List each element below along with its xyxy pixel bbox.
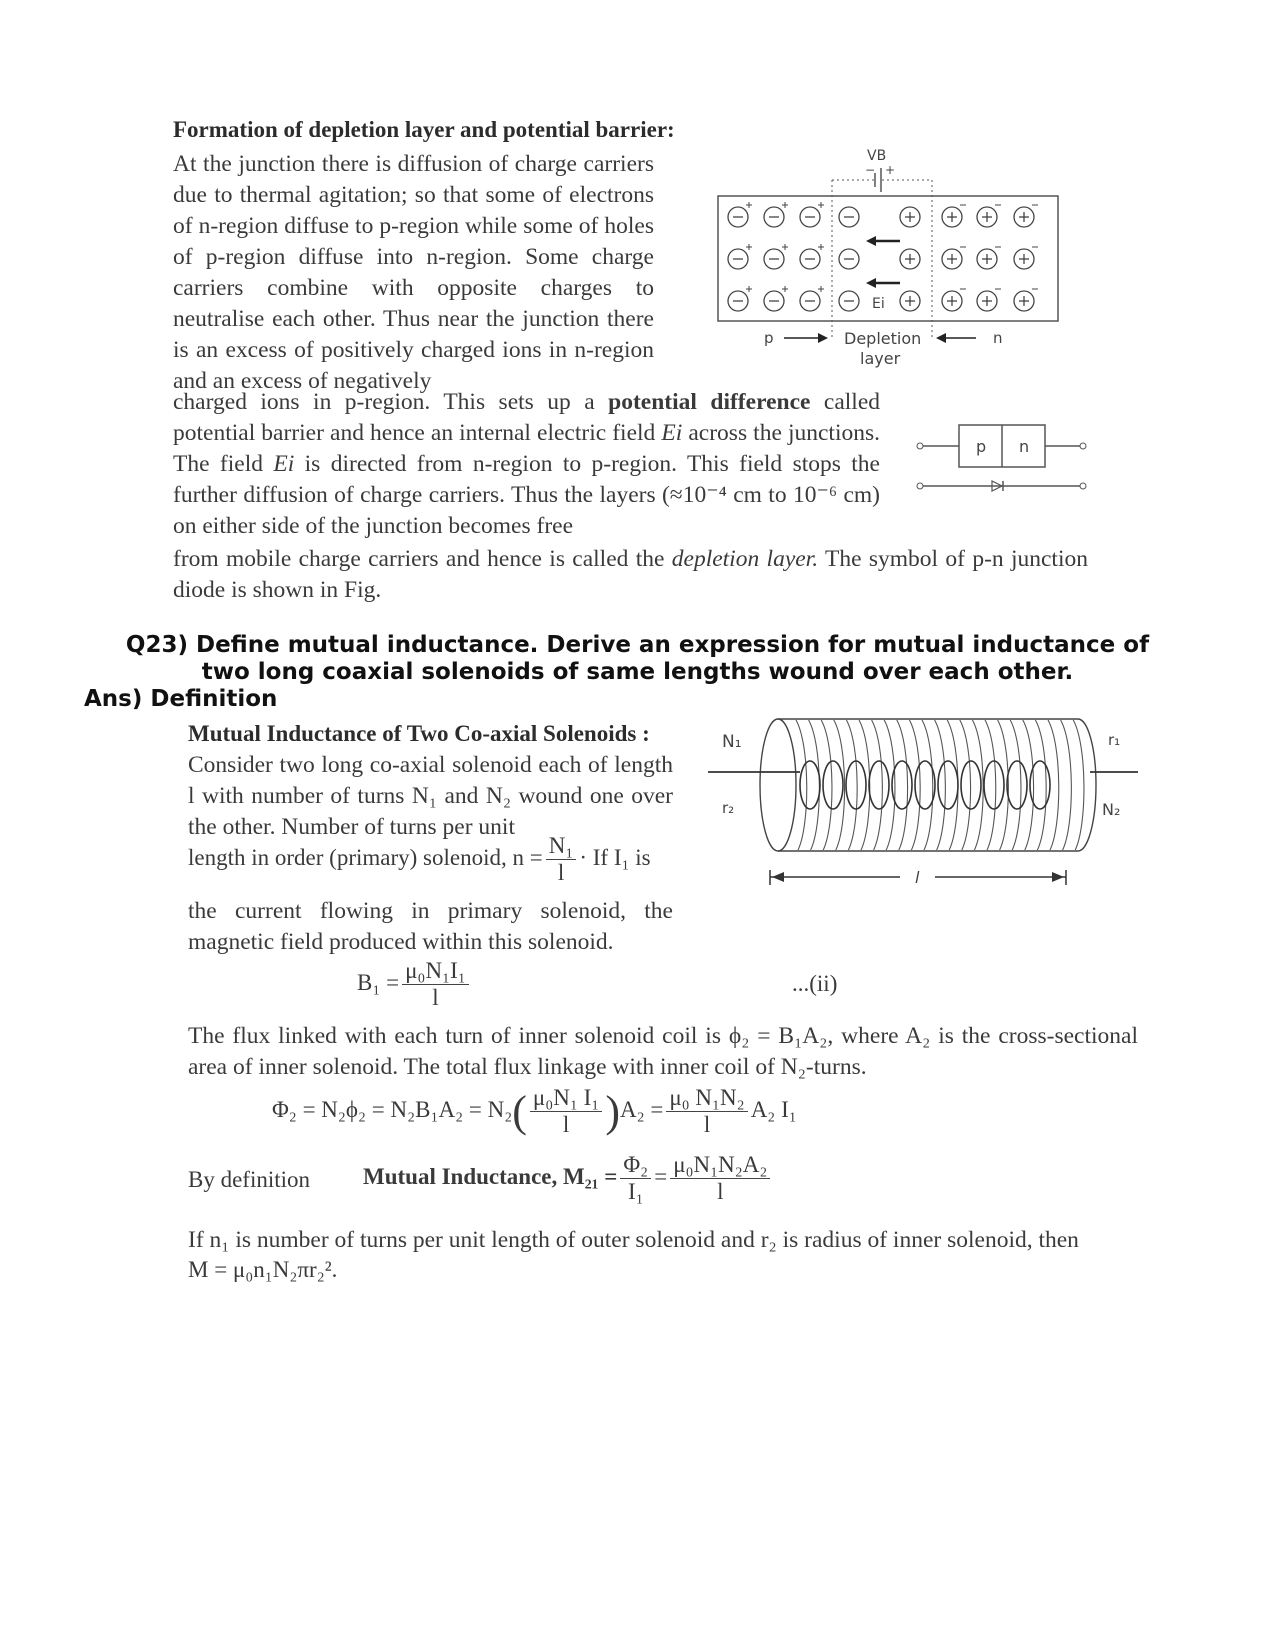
depletion-text-b [173,387,880,542]
fraction-numerator: μ₀N₁I₁ [402,958,469,985]
depletion-label-line2: layer [860,349,901,368]
charge-grid [728,202,1038,311]
mi-paragraph-a [188,750,673,843]
text-run: is directed from n-region to p-region. This field stops the further diffusion of charge carriers. Thus the layers (≈10⁻⁴ cm to 10⁻⁶ cm) on either side of the junction becomes free [173,451,880,539]
inner-coil-turn [846,761,866,809]
fraction-denominator: l [703,1112,711,1137]
mi-text-d: If n₁ is number of turns per unit length of outer solenoid and r₂ is radius of inner solenoid, then [188,1227,1079,1253]
symbol-terminal-left [917,483,923,489]
fraction-denominator: I₁ [627,1179,644,1204]
vb-label: VB [867,148,887,164]
outer-coil-turn [796,720,807,850]
inner-coil-turn [984,761,1004,809]
outer-coil-turn [809,720,820,850]
fraction-numerator: μ₀N₁ I₁ [530,1085,602,1112]
length-arrow-left [772,872,784,882]
field-arrowhead-1 [866,236,876,246]
outer-coil-turn [897,720,908,850]
fraction-denominator: l [432,985,439,1010]
phi-fraction-1 [530,1085,602,1138]
fraction-numerator: N₁ [546,833,577,860]
fraction-numerator: μ₀ N₁N₂ [666,1085,747,1112]
fraction-denominator: l [717,1179,724,1204]
depletion-text-a: At the junction there is diffusion of charge carriers due to thermal agitation; so that some of electrons of n-region diffuse to p-region while some of holes of p-region diffuse into n-region. Some charge carriers combine with opposite charges to neutralise each other. Thus near the junction there is an excess of positively charged ions in n-region and an excess of negatively [173,151,654,394]
depletion-paragraph-c [173,544,1088,606]
text-run: from mobile charge carriers and hence is called the [173,546,672,572]
inner-coil-turn [938,761,958,809]
text-run: length in order (primary) solenoid, n = [188,844,543,870]
section-heading-mutual-inductance: Mutual Inductance of Two Co-axial Solenoids : [188,721,650,746]
p-arrowhead [818,333,828,343]
text-run: across the junctions. The field [173,420,881,477]
depletion-paragraph-a [173,149,654,397]
flux-linkage-equation [272,1085,797,1138]
outer-coil-turn [1010,720,1021,850]
ei-label: Ei [872,296,885,312]
n2-label: N₂ [1102,800,1121,819]
eq-lhs: Φ₂ = N₂ϕ₂ = N₂B₁A₂ = N₂ [272,1096,513,1122]
length-label: l [915,868,920,887]
outer-coil-turn [935,720,946,850]
text-run: · If I₁ is [579,844,651,870]
question-line-2: two long coaxial solenoids of same lengths wound over each other. [201,659,1074,685]
fraction-denominator: l [562,1112,570,1137]
inner-coil-turn [800,761,820,809]
outer-coil-turn [846,720,857,850]
r1-label: r₁ [1108,731,1121,749]
diode-terminal-left [917,443,923,449]
text-run: called potential barrier and hence an internal electric field [173,389,881,446]
question-line-1: Q23) Define mutual inductance. Derive an expression for mutual inductance of [125,632,1150,658]
n-region-label: n [993,329,1003,347]
eq-tail: A₂ I₁ [750,1096,797,1122]
turns-per-length-line [188,833,651,886]
section-heading-depletion: Formation of depletion layer and potential barrier: [173,117,675,142]
n-arrowhead [936,333,946,343]
outer-coil-turn [872,720,883,850]
mi-label: Mutual Inductance, M₂₁ = [363,1163,618,1189]
mi-text-a: Consider two long co-axial solenoid each of length l with number of turns N₁ and N₂ wound one over the other. Number of turns per unit [188,752,673,840]
p-region-label: p [764,329,774,347]
fraction-denominator: l [557,860,565,885]
fraction-numerator: Φ₂ [620,1152,651,1179]
depletion-layer-term: depletion layer. [671,546,819,572]
outer-coil-turn [859,720,870,850]
outer-coil-turns [796,720,1084,850]
vb-minus: − [865,163,876,177]
diode-p-label: p [976,437,987,456]
outer-coil-turn [1061,720,1072,850]
diode-n-label: n [1019,437,1030,456]
n1-label: N₁ [722,732,742,752]
inner-coil-turn [869,761,889,809]
outer-coil-turn [1035,720,1046,850]
outer-solenoid-end [760,719,796,851]
equation-b1 [357,958,472,1011]
mi-paragraph-d [188,1225,1138,1256]
b1-fraction [402,958,469,1011]
inner-coil-turns [800,761,1050,809]
depletion-label-line1: Depletion [844,329,922,348]
outer-coil-turn [985,720,996,850]
final-equation: M = μ₀n₁N₂πr₂². [188,1257,338,1282]
field-arrowhead-2 [866,278,876,288]
outer-solenoid-body [778,719,1096,851]
phi-fraction-2 [666,1085,747,1138]
answer-label: Ans) Definition [84,686,278,712]
eq-lhs: B₁ = [357,969,400,995]
mi-fraction-2 [670,1152,770,1205]
symbol-terminal-right [1080,483,1086,489]
mi-fraction-1 [620,1152,651,1205]
depletion-paragraph-b [173,387,880,542]
mi-text-b: the current flowing in primary solenoid, the magnetic field produced within this solenoid. [188,898,673,955]
outer-coil-turn [1073,720,1084,850]
outer-coil-turn [922,720,933,850]
eq-sign: = [654,1163,668,1189]
r2-label: r₂ [722,799,735,817]
pn-diode-symbol [912,418,1092,498]
inner-coil-turn [823,761,843,809]
paren-close: ) [605,1087,620,1136]
outer-coil-turn [1023,720,1034,850]
depletion-layer-diagram [712,140,1072,372]
fraction-numerator: μ₀N₁N₂A₂ [670,1152,770,1179]
text-run: The symbol of p-n junction diode is shown in Fig. [173,546,1088,603]
eq-mid: A₂ = [619,1096,664,1122]
by-definition-label: By definition [188,1167,311,1192]
mi-paragraph-c [188,1021,1138,1083]
outer-coil-turn [947,720,958,850]
potential-difference-term: potential difference [608,389,811,415]
mi-text-c: The flux linked with each turn of inner solenoid coil is ϕ₂ = B₁A₂, where A₂ is the cross-sectional area of inner solenoid. The total flux linkage with inner coil of N₂-turns. [188,1023,1138,1080]
paren-open: ( [512,1087,527,1136]
field-symbol: Ei [661,420,683,446]
inner-coil-turn [1007,761,1027,809]
equation-reference: ...(ii) [792,971,838,996]
mi-paragraph-b [188,896,673,958]
diode-terminal-right [1080,443,1086,449]
field-symbol: Ei [273,451,295,477]
text-run: charged ions in p-region. This sets up a [173,389,609,415]
length-arrow-right [1052,872,1064,882]
n-fraction [546,833,577,886]
coaxial-solenoid-diagram [700,715,1140,890]
inner-coil-turn [915,761,935,809]
depletion-text-c [173,544,1088,606]
vb-plus: + [885,163,896,177]
mutual-inductance-equation [363,1152,773,1205]
